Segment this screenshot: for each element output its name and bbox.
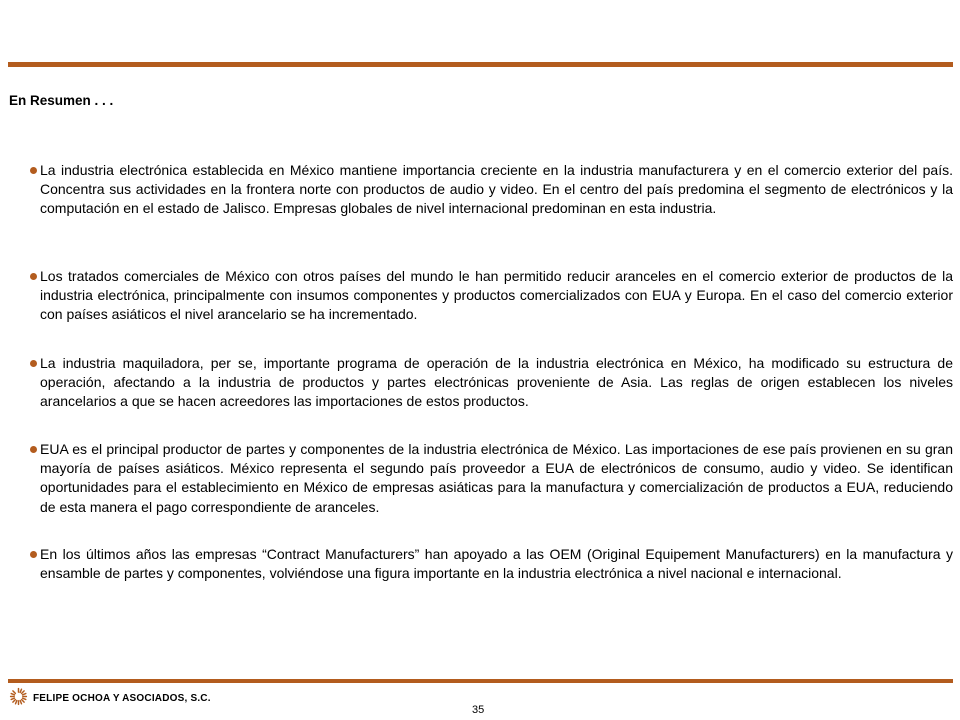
footer-company-name: FELIPE OCHOA Y ASOCIADOS, S.C.: [33, 693, 211, 704]
bottom-divider: [8, 679, 953, 683]
bullet-icon: [30, 167, 37, 174]
bullet-icon: [30, 551, 37, 558]
list-item: [28, 161, 953, 219]
list-item: [28, 440, 953, 517]
list-item: [28, 267, 953, 325]
list-item: [28, 545, 953, 583]
list-item: [28, 354, 953, 412]
list-item-text: En los últimos años las empresas “Contract Manufacturers” han apoyado a las OEM (Original Equipement Manufacturers) en la manufactura y ensamble de partes y componentes, volviéndose una figura importante en la industria electrónica a nivel nacional e internacional.: [40, 546, 953, 582]
page-number: 35: [472, 704, 485, 716]
page-title: En Resumen . . .: [9, 93, 114, 108]
list-item-text: La industria electrónica establecida en México mantiene importancia creciente en la industria manufacturera y en el comercio exterior del país. Concentra sus actividades en la frontera norte con productos de audio y video. En el centro del país predomina el segmento de electrónicos y la computación en el estado de Jalisco. Empresas globales de nivel internacional predominan en esta industria.: [40, 162, 953, 217]
bullet-icon: [30, 360, 37, 367]
list-item-text: La industria maquiladora, per se, importante programa de operación de la industria electrónica en México, ha modificado su estructura de operación, afectando a la industria de productos y partes electrónicas proveniente de Asia. Las reglas de origen establecen los niveles arancelarios a que se hacen acreedores las importaciones de estos productos.: [40, 355, 953, 410]
list-item-text: Los tratados comerciales de México con otros países del mundo le han permitido reducir aranceles en el comercio exterior de productos de la industria electrónica, principalmente con insumos componentes y productos comercializados con EUA y Europa. En el caso del comercio exterior con países asiáticos el nivel arancelario se ha incrementado.: [40, 268, 953, 323]
bullet-icon: [30, 273, 37, 280]
list-item-text: EUA es el principal productor de partes y componentes de la industria electrónica de México. Las importaciones de ese país provienen en su gran mayoría de países asiáticos. México representa el segundo país proveedor a EUA de electrónicos de consumo, audio y video. Se identifican oportunidades para el establecimiento en México de empresas asiáticas para la manufactura y comercialización de productos a EUA, reduciendo de esta manera el pago correspondiente de aranceles.: [40, 441, 953, 515]
bullet-icon: [30, 446, 37, 453]
company-logo-icon: [8, 686, 29, 707]
top-divider: [8, 62, 953, 67]
